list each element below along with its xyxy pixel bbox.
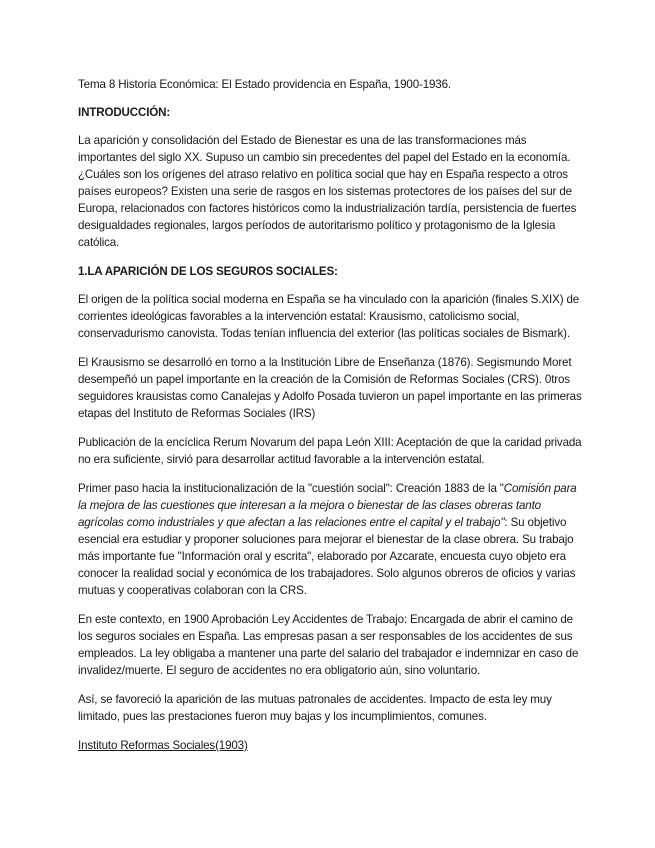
paragraph-mutuas: Así, se favoreció la aparición de las mutuas patronales de accidentes. Impacto de esta ley muy limitado, pues las prestaciones fueron muy bajas y los incumplimientos, comunes. [78,693,552,723]
document-page [78,76,583,766]
paragraph-rerum-novarum: Publicación de la encíclica Rerum Novarum del papa León XIII: Aceptación de que la caridad privada no era suficiente, sirvió para desarrollar actitud favorable a la intervención estatal. [78,436,582,466]
document-title: Tema 8 Historia Económica: El Estado providencia en España, 1900-1936. [78,78,451,91]
paragraph-krausismo: El Krausismo se desarrolló en torno a la Institución Libre de Enseñanza (1876). Segismundo Moret desempeñó un papel importante en la creación de la Comisión de Reformas Sociales (CRS). 0tros seguidores krausistas como Canalejas y Adolfo Posada tuvieron un papel importante en las primeras etapas del Instituto de Reformas Sociales (IRS) [78,356,582,420]
paragraph-crs-end: : Su objetivo esencial era estudiar y proponer soluciones para mejorar el bienestar de la clase obrera. Su trabajo más importante fue "Información oral y escrita", elaborado por Azcarate, encuesta cuyo objeto era conocer la realidad social y económica de los trabajadores. Solo algunos obreros de oficios y varias mutuas y cooperativas colaboran con la CRS. [78,516,576,597]
subsection-link-irs[interactable]: Instituto Reformas Sociales(1903) [78,739,248,752]
paragraph-crs-italic: Comisión para la mejora de las cuestiones que interesan a la mejora o bienestar de las clases obreras tanto agrícolas como industriales y que afectan a las relaciones entre el capital y el trabajo" [78,482,577,529]
paragraph-ideological-origins: El origen de la política social moderna en España se ha vinculado con la aparición (finales S.XIX) de corrientes ideológicas favorables a la intervención estatal: Krausismo, catolicismo social, conservadurismo canovista. Todas tenían influencia del exterior (las políticas sociales de Bismark). [78,293,580,340]
paragraph-crs-start: Primer paso hacia la institucionalización de la "cuestión social": Creación 1883 de la " [78,482,504,495]
paragraph-crs [78,480,583,599]
intro-heading: INTRODUCCIÓN: [78,106,171,119]
intro-paragraph: La aparición y consolidación del Estado de Bienestar es una de las transformaciones más importantes del siglo XX. Supuso un cambio sin precedentes del papel del Estado en la economía. ¿Cuáles son los orígenes del atraso relativo en política social que hay en España respecto a otros países europeos? Existen una serie de rasgos en los sistemas protectores de los países del sur de Europa, relacionados con factores históricos como la industrialización tardía, persistencia de fuertes desigualdades regionales, largos períodos de autoritarismo político y protagonismo de la Iglesia católica. [78,134,577,249]
section-1-heading: 1.LA APARICIÓN DE LOS SEGUROS SOCIALES: [78,265,338,278]
paragraph-accident-law: En este contexto, en 1900 Aprobación Ley Accidentes de Trabajo: Encargada de abrir el camino de los seguros sociales en España. Las empresas pasan a ser responsables de los accidentes de sus empleados. La ley obligaba a mantener una parte del salario del trabajador e indemnizar en caso de invalidez/muerte. El seguro de accidentes no era obligatorio aún, sino voluntario. [78,613,579,677]
